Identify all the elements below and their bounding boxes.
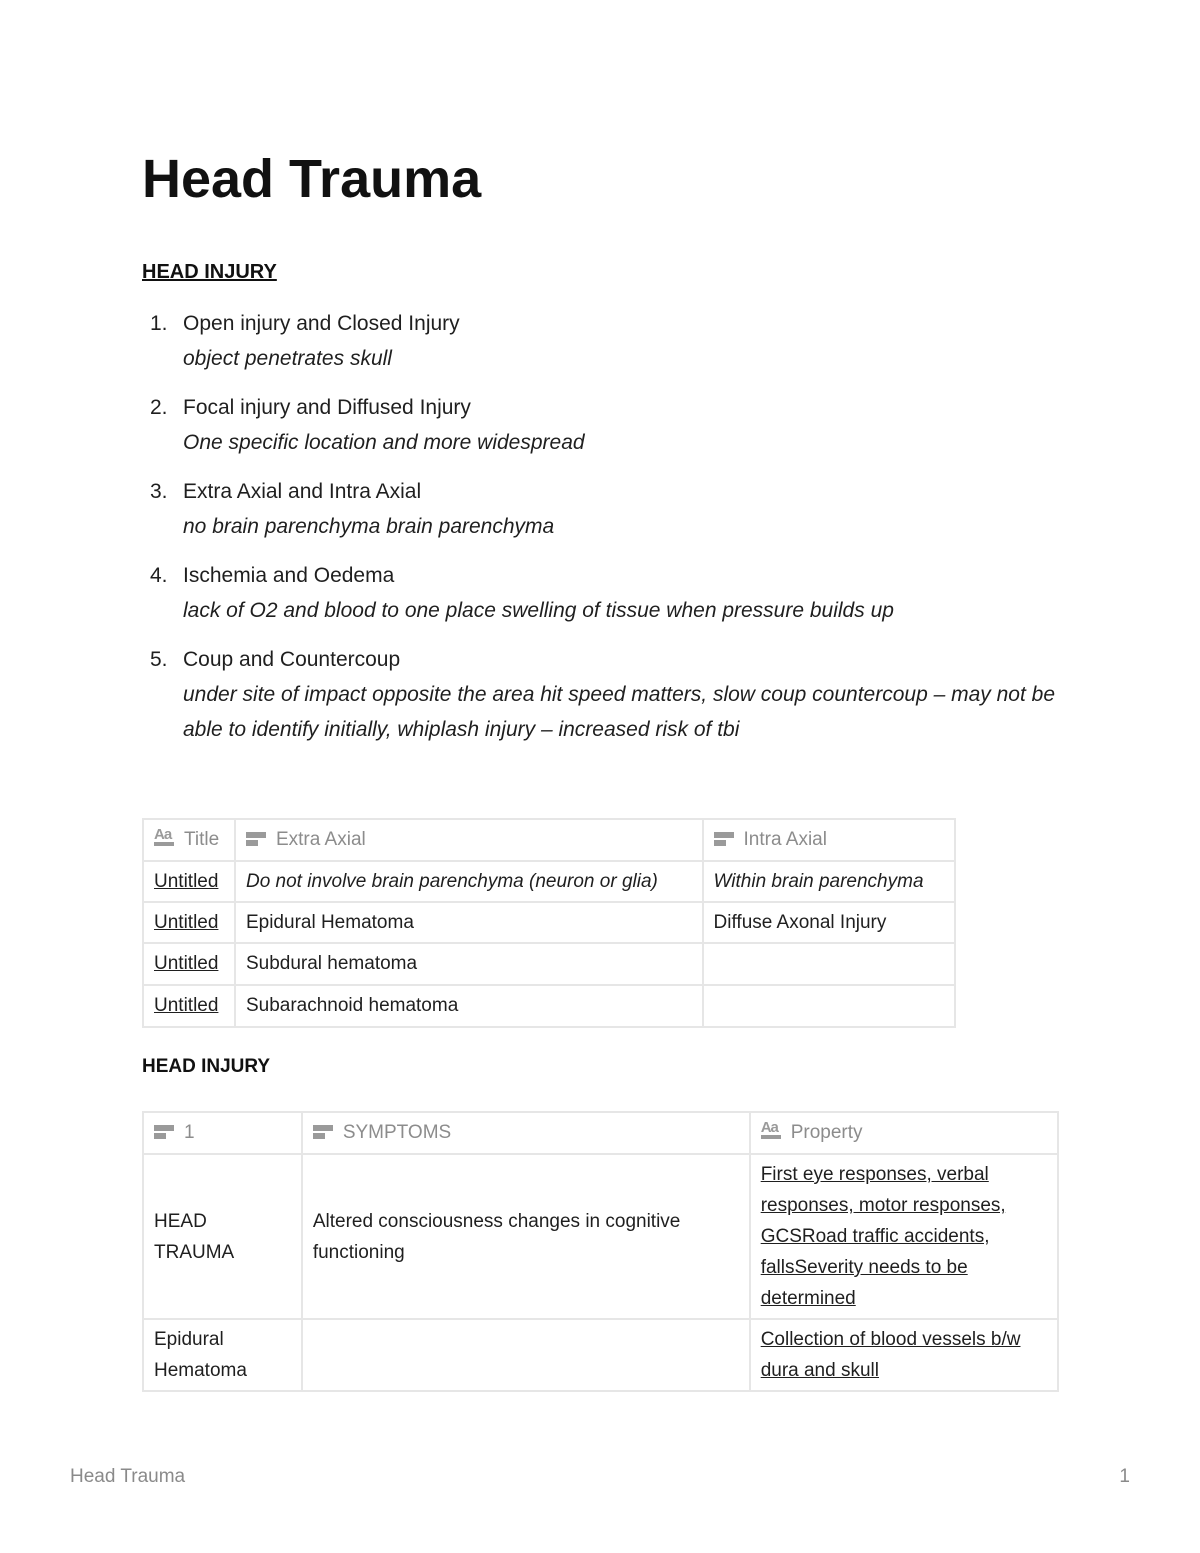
table-header-row — [143, 819, 955, 861]
list-item — [142, 474, 1062, 544]
extra-axial-cell[interactable]: Subarachnoid hematoma — [235, 985, 703, 1027]
symptoms-table — [142, 1111, 1059, 1392]
page-number: 1 — [1119, 1466, 1130, 1487]
title-cell[interactable] — [143, 985, 235, 1027]
item-title: Open injury and Closed Injury — [183, 312, 460, 335]
row-label-cell[interactable]: HEAD TRAUMA — [143, 1154, 302, 1319]
list-number: 4. — [150, 564, 168, 587]
symptoms-cell[interactable]: Altered consciousness changes in cognitive functioning — [302, 1154, 750, 1319]
list-property-icon — [246, 832, 266, 846]
list-item — [142, 306, 1062, 376]
item-note: lack of O2 and blood to one place swelling of tissue when pressure builds up — [183, 599, 894, 622]
page-title: Head Trauma — [142, 149, 482, 209]
property-cell[interactable] — [750, 1154, 1058, 1319]
column-header-title[interactable]: AaTitle — [143, 819, 235, 861]
title-cell[interactable] — [143, 861, 235, 902]
intra-axial-cell[interactable]: Within brain parenchyma — [703, 861, 955, 902]
list-number: 2. — [150, 396, 168, 419]
list-number: 5. — [150, 648, 168, 671]
list-number: 3. — [150, 480, 168, 503]
intra-axial-cell[interactable] — [703, 943, 955, 985]
table-row — [143, 1319, 1058, 1391]
column-header-symptoms[interactable]: SYMPTOMS — [302, 1112, 750, 1154]
page-link[interactable]: Collection of blood vessels b/w dura and skull — [760, 1329, 1021, 1381]
table-row — [143, 985, 955, 1027]
extra-axial-cell[interactable]: Do not involve brain parenchyma (neuron or glia) — [235, 861, 703, 902]
footer-title: Head Trauma — [70, 1466, 186, 1487]
table-row — [143, 861, 955, 902]
property-cell[interactable] — [750, 1319, 1058, 1391]
table-row — [143, 902, 955, 943]
row-label-cell[interactable]: Epidural Hematoma — [143, 1319, 302, 1391]
item-note: under site of impact opposite the area hit speed matters, slow coup countercoup – may not be able to identify initially, whiplash injury – increased risk of tbi — [183, 683, 1056, 741]
column-header-extra-axial[interactable]: Extra Axial — [235, 819, 703, 861]
extra-axial-cell[interactable]: Epidural Hematoma — [235, 902, 703, 943]
page-link[interactable]: Untitled — [154, 953, 219, 974]
page-link[interactable]: Untitled — [154, 911, 219, 933]
title-cell[interactable] — [143, 902, 235, 943]
table-row — [143, 943, 955, 985]
item-note: object penetrates skull — [183, 347, 392, 370]
list-item — [142, 558, 1062, 628]
column-header-1[interactable]: 1 — [143, 1112, 302, 1154]
extra-axial-cell[interactable]: Subdural hematoma — [235, 943, 703, 985]
axial-table — [142, 818, 956, 1028]
page-link[interactable]: Untitled — [154, 995, 219, 1016]
text-property-icon — [154, 832, 174, 846]
title-cell[interactable] — [143, 943, 235, 985]
item-title: Extra Axial and Intra Axial — [183, 480, 422, 503]
list-number: 1. — [150, 312, 168, 335]
list-property-icon — [154, 1125, 174, 1139]
injury-list — [142, 306, 1062, 761]
page-link[interactable]: First eye responses, verbal responses, motor responses, GCSRoad traffic accidents, fallsSeverity needs to be determined — [760, 1164, 1006, 1309]
list-item — [142, 642, 1062, 747]
section-heading-head-injury-2: HEAD INJURY — [142, 1056, 271, 1077]
column-header-intra-axial[interactable]: Intra Axial — [703, 819, 955, 861]
intra-axial-cell[interactable] — [703, 985, 955, 1027]
column-header-property[interactable]: Aa Property — [750, 1112, 1058, 1154]
list-property-icon — [313, 1125, 333, 1139]
table-header-row — [143, 1112, 1058, 1154]
intra-axial-cell[interactable]: Diffuse Axonal Injury — [703, 902, 955, 943]
item-note: One specific location and more widespread — [183, 431, 585, 454]
item-title: Coup and Countercoup — [183, 648, 401, 671]
item-title: Ischemia and Oedema — [183, 564, 395, 587]
symptoms-cell[interactable] — [302, 1319, 750, 1391]
table-row — [143, 1154, 1058, 1319]
list-item — [142, 390, 1062, 460]
item-note: no brain parenchyma brain parenchyma — [183, 515, 555, 538]
section-heading-head-injury: HEAD INJURY — [142, 261, 277, 283]
text-property-icon — [761, 1125, 781, 1139]
page-link[interactable]: Untitled — [154, 870, 219, 892]
item-title: Focal injury and Diffused Injury — [183, 396, 471, 419]
list-property-icon — [714, 832, 734, 846]
